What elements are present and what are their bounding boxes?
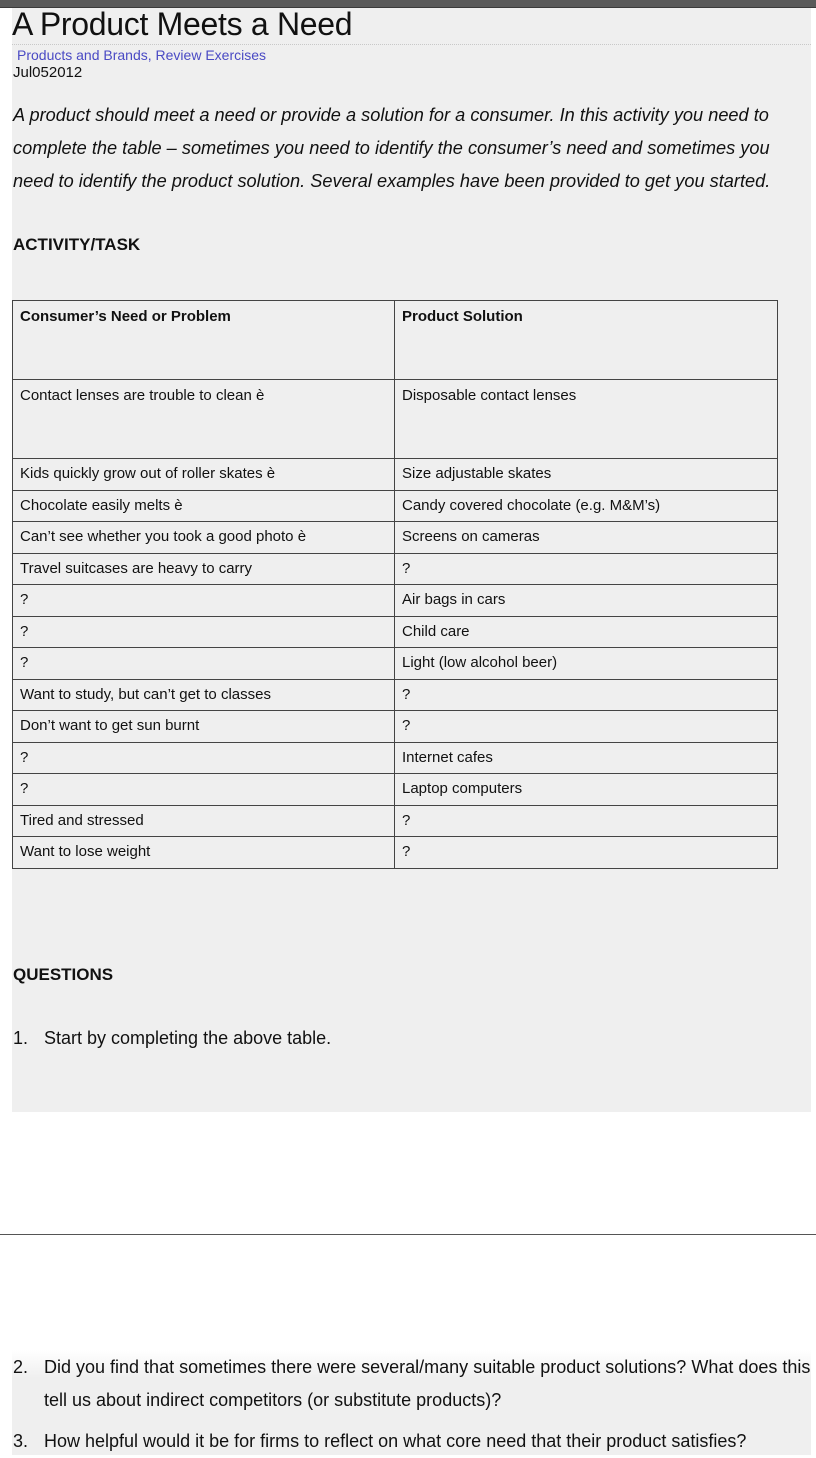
table-row (13, 553, 778, 585)
activity-heading: ACTIVITY/TASK (13, 235, 141, 254)
solution-cell: ? (395, 553, 778, 585)
need-cell: Kids quickly grow out of roller skates è (13, 459, 395, 491)
need-cell: Don’t want to get sun burnt (13, 711, 395, 743)
solution-cell: ? (395, 679, 778, 711)
title-divider (12, 44, 811, 45)
column-header-solution: Product Solution (395, 301, 778, 380)
solution-cell: ? (395, 711, 778, 743)
solution-cell: Air bags in cars (395, 585, 778, 617)
solution-cell: ? (395, 837, 778, 869)
table-row (13, 459, 778, 491)
need-cell: Want to study, but can’t get to classes (13, 679, 395, 711)
table-row (13, 742, 778, 774)
question-number: 3. (13, 1431, 29, 1451)
need-cell: ? (13, 616, 395, 648)
intro-paragraph: A product should meet a need or provide a solution for a consumer. In this activity you need to complete the table – sometimes you need to identify the consumer’s need and sometimes you need to identify the product solution. Several examples have been provided to get you started. (13, 105, 771, 191)
questions-heading: QUESTIONS (13, 965, 114, 984)
table-row (13, 837, 778, 869)
need-cell: Chocolate easily melts è (13, 490, 395, 522)
need-cell: Can’t see whether you took a good photo è (13, 522, 395, 554)
page-break-divider (0, 1234, 816, 1235)
category-link-review-exercises[interactable]: Review Exercises (155, 47, 267, 63)
table-row (13, 711, 778, 743)
need-cell: ? (13, 585, 395, 617)
solution-cell: Laptop computers (395, 774, 778, 806)
question-text: Did you find that sometimes there were several/many suitable product solutions? What does this tell us about indirect competitors (or substitute products)? (44, 1357, 811, 1410)
column-header-need: Consumer’s Need or Problem (13, 301, 395, 380)
solution-cell: ? (395, 805, 778, 837)
category-separator: , (147, 47, 152, 63)
solution-cell: Disposable contact lenses (395, 380, 778, 459)
solution-cell: Internet cafes (395, 742, 778, 774)
table-row (13, 522, 778, 554)
solution-cell: Screens on cameras (395, 522, 778, 554)
question-item (13, 1351, 813, 1421)
question-number: 2. (13, 1357, 29, 1377)
need-cell: ? (13, 742, 395, 774)
question-text: How helpful would it be for firms to reflect on what core need that their product satisfies? (44, 1431, 747, 1451)
category-links (17, 47, 266, 63)
post-date: Jul052012 (13, 64, 83, 81)
need-cell: Travel suitcases are heavy to carry (13, 553, 395, 585)
article-title: A Product Meets a Need (12, 6, 353, 42)
category-link-products-and-brands[interactable]: Products and Brands (17, 47, 148, 63)
solution-cell: Light (low alcohol beer) (395, 648, 778, 680)
solution-cell: Candy covered chocolate (e.g. M&M’s) (395, 490, 778, 522)
table-row (13, 616, 778, 648)
question-text: Start by completing the above table. (44, 1028, 332, 1048)
table-header-row (13, 301, 778, 380)
solution-cell: Size adjustable skates (395, 459, 778, 491)
question-item (13, 1022, 793, 1055)
solution-cell: Child care (395, 616, 778, 648)
need-cell: Want to lose weight (13, 837, 395, 869)
table-row (13, 380, 778, 459)
question-number: 1. (13, 1028, 29, 1048)
table-row (13, 679, 778, 711)
need-cell: ? (13, 774, 395, 806)
need-cell: Contact lenses are trouble to clean è (13, 380, 395, 459)
table-row (13, 774, 778, 806)
question-item (13, 1425, 813, 1458)
table-row (13, 648, 778, 680)
table-row (13, 585, 778, 617)
need-cell: Tired and stressed (13, 805, 395, 837)
need-cell: ? (13, 648, 395, 680)
needs-solutions-table (12, 300, 778, 869)
table-row (13, 490, 778, 522)
table-row (13, 805, 778, 837)
